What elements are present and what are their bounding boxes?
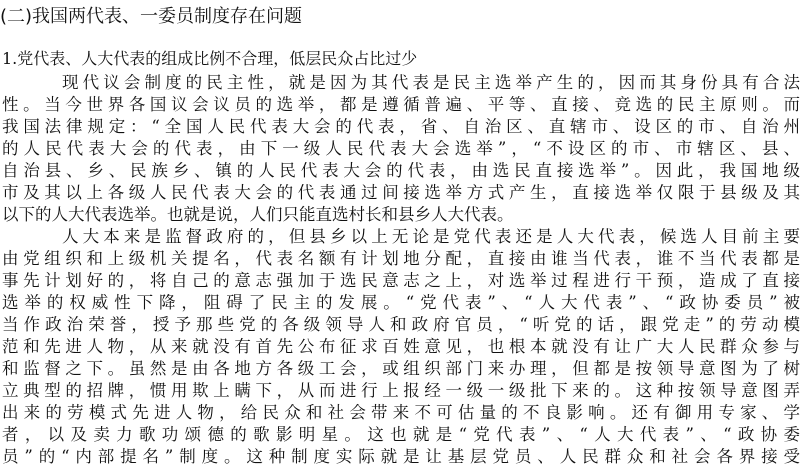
text-line: 当作政治荣誉，授予那些党的各级领导人和政府官员，“听党的话，跟党走”的劳动模 [2, 315, 800, 334]
text-line: 由党组织和上级机关提名，代表名额有计划地分配，直接由谁当代表，谁不当代表都是 [2, 249, 800, 268]
text-line: 现代议会制度的民主性，就是因为其代表是民主选举产生的，因而其身份具有合法 [62, 73, 800, 92]
section-heading: (二)我国两代表、一委员制度存在问题 [0, 6, 303, 27]
paragraph-2 [2, 226, 800, 468]
subsection-heading: 1.党代表、人大代表的组成比例不合理，低层民众占比过少 [2, 49, 418, 68]
text-line: 市及其以上各级人民代表大会的代表通过间接选举方式产生，直接选举仅限于县级及其 [2, 183, 800, 202]
text-line: 人大本来是监督政府的，但县乡以上无论是党代表还是人大代表，候选人目前主要 [62, 227, 800, 246]
text-line: 立典型的招牌，惯用欺上瞒下，从而进行上报经一级一级批下来的。这种按领导意图弄 [2, 381, 800, 400]
text-line: 以下的人大代表选举。也就是说，人们只能直选村长和县乡人大代表。 [2, 205, 514, 224]
text-line: 者，以及卖力歌功颂德的歌影明星。这也就是“党代表”、“人大代表”、“政协委 [2, 425, 800, 444]
text-line: 我国法律规定：“全国人民代表大会的代表，省、自治区、直辖市、设区的市、自治州 [2, 117, 800, 136]
body-text [2, 72, 800, 468]
paragraph-1 [2, 72, 800, 226]
text-line: 和监督之下。虽然是由各地方各级工会，或组织部门来办理，但都是按领导意图为了树 [2, 359, 800, 378]
text-line: 选举的权威性下降，阻碍了民主的发展。“党代表”、“人大代表”、“政协委员”被 [2, 293, 800, 312]
text-line: 出来的劳模式先进人物，给民众和社会带来不可估量的不良影响。还有御用专家、学 [2, 403, 800, 422]
text-line: 的人民代表大会的代表，由下一级人民代表大会选举”，“不设区的市、市辖区、县、 [2, 139, 800, 158]
text-line: 事先计划好的，将自己的意志强加于选民意志之上，对选举过程进行干预，造成了直接 [2, 271, 800, 290]
text-line: 性。当今世界各国议会议员的选举，都是遵循普遍、平等、直接、竞选的民主原则。而 [2, 95, 800, 114]
text-line: 自治县、乡、民族乡、镇的人民代表大会的代表，由选民直接选举”。因此，我国地级 [2, 161, 800, 180]
text-line: 员”的“内部提名”制度。这种制度实际就是让基层党员、人民群众和社会各界接受 [2, 447, 800, 466]
text-line: 范和先进人物，从来就没有首先公布征求百姓意见，也根本就没有让广大人民群众参与 [2, 337, 800, 356]
